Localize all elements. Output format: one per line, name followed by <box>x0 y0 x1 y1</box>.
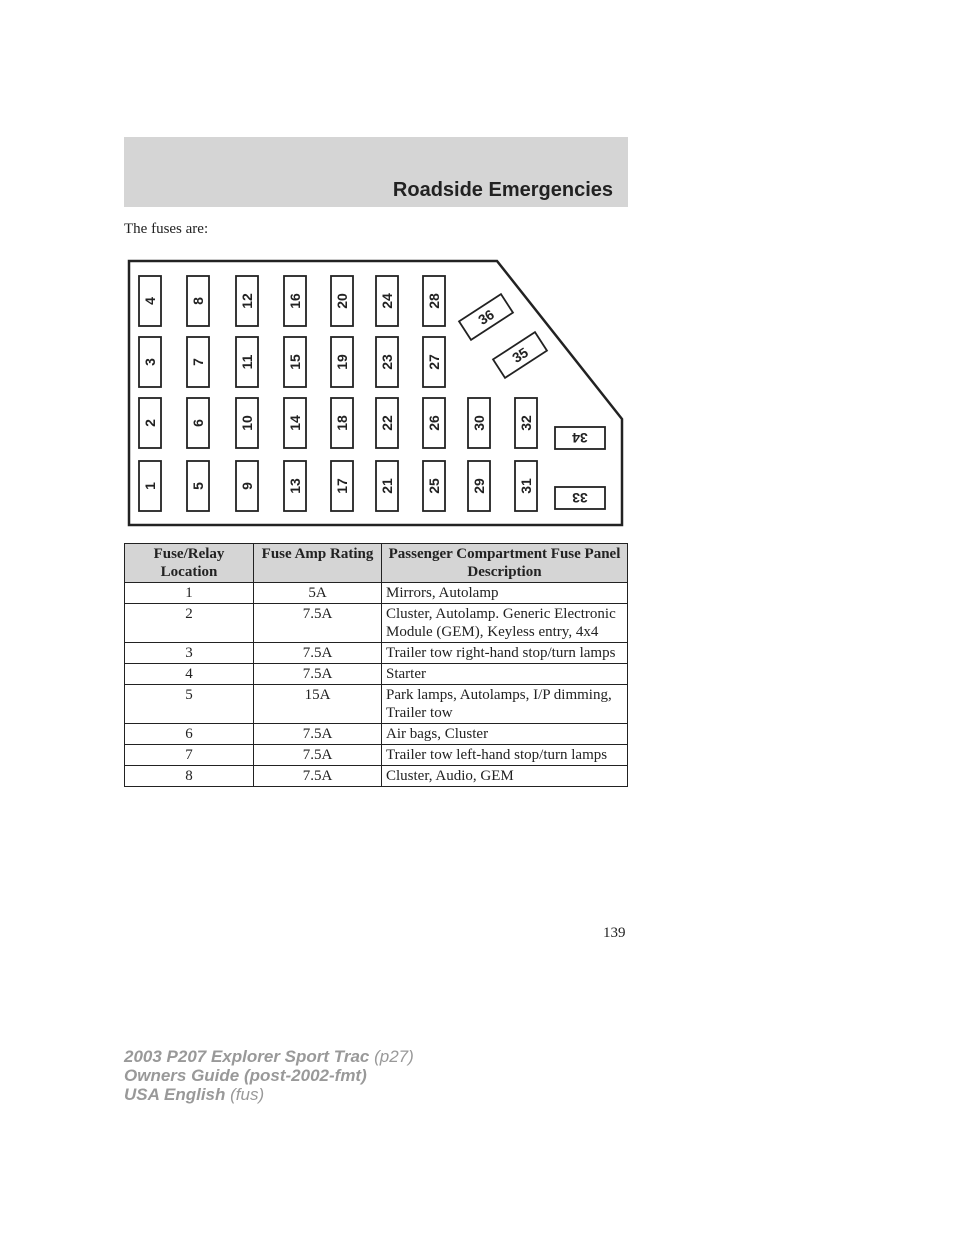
fuse <box>331 276 353 326</box>
cell-description: Air bags, Cluster <box>382 724 628 745</box>
fuse <box>331 398 353 448</box>
fuse <box>139 337 161 387</box>
fuse-label: 24 <box>379 293 395 309</box>
cell-location: 6 <box>125 724 254 745</box>
fuse <box>236 461 258 511</box>
cell-description: Trailer tow right-hand stop/turn lamps <box>382 643 628 664</box>
footer-language: USA English <box>124 1085 226 1104</box>
fuse-label: 5 <box>190 482 206 490</box>
fuse <box>284 276 306 326</box>
cell-location: 8 <box>125 766 254 787</box>
fuse-label: 3 <box>142 358 158 366</box>
fuse-label: 35 <box>509 344 531 366</box>
fuse-label: 31 <box>518 478 534 494</box>
fuse-table <box>124 543 628 787</box>
fuse-label: 15 <box>287 354 303 370</box>
fuse-label: 27 <box>426 354 442 370</box>
intro-text: The fuses are: <box>124 221 209 237</box>
fuse-label: 16 <box>287 293 303 309</box>
fuse-label: 6 <box>190 419 206 427</box>
fuse-label: 23 <box>379 354 395 370</box>
fuse <box>555 487 605 509</box>
fuse <box>139 461 161 511</box>
fuse <box>376 398 398 448</box>
cell-location: 5 <box>125 685 254 724</box>
fuse-label: 1 <box>142 482 158 490</box>
fuse <box>376 461 398 511</box>
table-row <box>125 583 628 604</box>
fuse-label: 7 <box>190 358 206 366</box>
fuse-label: 22 <box>379 415 395 431</box>
fuse-label: 34 <box>572 430 588 446</box>
fuse-label: 19 <box>334 354 350 370</box>
fuse-panel-svg <box>124 255 626 530</box>
fuse-label: 12 <box>239 293 255 309</box>
fuse <box>423 337 445 387</box>
fuse <box>515 461 537 511</box>
footer-vehicle-code: (p27) <box>374 1047 414 1066</box>
fuse <box>331 461 353 511</box>
cell-location: 4 <box>125 664 254 685</box>
fuse-label: 32 <box>518 415 534 431</box>
cell-rating: 15A <box>254 685 382 724</box>
cell-rating: 7.5A <box>254 745 382 766</box>
fuse <box>139 398 161 448</box>
fuse-label: 13 <box>287 478 303 494</box>
cell-description: Trailer tow left-hand stop/turn lamps <box>382 745 628 766</box>
fuse-label: 8 <box>190 297 206 305</box>
cell-location: 7 <box>125 745 254 766</box>
fuse <box>331 337 353 387</box>
fuse <box>236 398 258 448</box>
fuse-label: 4 <box>142 297 158 305</box>
fuse <box>423 276 445 326</box>
section-title: Roadside Emergencies <box>392 179 613 201</box>
cell-rating: 5A <box>254 583 382 604</box>
fuse-label: 21 <box>379 478 395 494</box>
fuse <box>376 337 398 387</box>
footer-line-1 <box>124 1047 414 1066</box>
fuse <box>515 398 537 448</box>
fuse-label: 20 <box>334 293 350 309</box>
fuse-label: 18 <box>334 415 350 431</box>
header-band <box>124 137 628 207</box>
fuse <box>187 461 209 511</box>
page-number: 139 <box>603 925 626 941</box>
fuse <box>284 398 306 448</box>
cell-description: Mirrors, Autolamp <box>382 583 628 604</box>
fuse-label: 26 <box>426 415 442 431</box>
table-row <box>125 604 628 643</box>
fuse <box>468 461 490 511</box>
header-location: Fuse/Relay Location <box>125 544 254 583</box>
fuse-label: 17 <box>334 478 350 494</box>
fuse <box>468 398 490 448</box>
cell-description: Cluster, Audio, GEM <box>382 766 628 787</box>
fuse-label: 11 <box>239 354 255 370</box>
cell-rating: 7.5A <box>254 664 382 685</box>
fuse-label: 36 <box>475 306 497 328</box>
footer-vehicle: 2003 P207 Explorer Sport Trac <box>124 1047 370 1066</box>
cell-rating: 7.5A <box>254 604 382 643</box>
header-description: Passenger Compartment Fuse Panel Description <box>382 544 628 583</box>
cell-description: Cluster, Autolamp. Generic Electronic Module (GEM), Keyless entry, 4x4 <box>382 604 628 643</box>
footer-line-2 <box>124 1066 414 1085</box>
table-row <box>125 745 628 766</box>
fuse <box>284 337 306 387</box>
fuse <box>376 276 398 326</box>
fuse <box>236 337 258 387</box>
cell-description: Starter <box>382 664 628 685</box>
fuse <box>555 427 605 449</box>
fuse-label: 14 <box>287 415 303 431</box>
fuse <box>139 276 161 326</box>
table-row <box>125 643 628 664</box>
footer-guide: Owners Guide (post-2002-fmt) <box>124 1066 367 1085</box>
fuse-label: 29 <box>471 478 487 494</box>
fuse <box>423 398 445 448</box>
fuse <box>187 337 209 387</box>
fuse-label: 2 <box>142 419 158 427</box>
table-row <box>125 766 628 787</box>
footer-line-3 <box>124 1085 414 1104</box>
table-row <box>125 685 628 724</box>
header-rating: Fuse Amp Rating <box>254 544 382 583</box>
table-row <box>125 724 628 745</box>
fuse-label: 28 <box>426 293 442 309</box>
fuse-panel-diagram <box>124 255 626 534</box>
fuse <box>187 398 209 448</box>
cell-location: 3 <box>125 643 254 664</box>
cell-rating: 7.5A <box>254 643 382 664</box>
cell-description: Park lamps, Autolamps, I/P dimming, Trailer tow <box>382 685 628 724</box>
fuse-label: 9 <box>239 482 255 490</box>
table-header-row <box>125 544 628 583</box>
fuse <box>423 461 445 511</box>
fuse-label: 33 <box>572 490 588 506</box>
fuse <box>284 461 306 511</box>
fuse-label: 10 <box>239 415 255 431</box>
table-row <box>125 664 628 685</box>
fuse-label: 30 <box>471 415 487 431</box>
fuse <box>187 276 209 326</box>
cell-location: 1 <box>125 583 254 604</box>
fuse-label: 25 <box>426 478 442 494</box>
cell-location: 2 <box>125 604 254 643</box>
footer-language-code: (fus) <box>230 1085 265 1104</box>
fuse <box>236 276 258 326</box>
cell-rating: 7.5A <box>254 724 382 745</box>
cell-rating: 7.5A <box>254 766 382 787</box>
document-footer <box>124 1047 414 1104</box>
